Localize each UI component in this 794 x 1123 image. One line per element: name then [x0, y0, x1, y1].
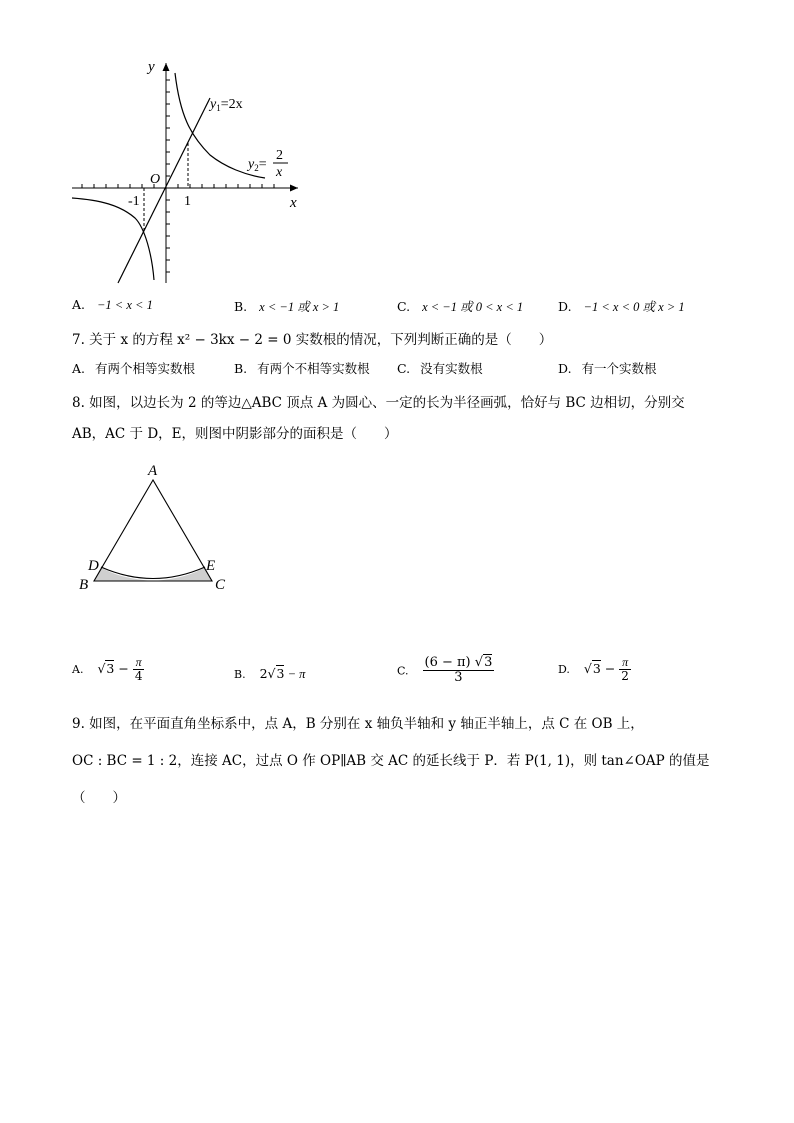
q8-option-a[interactable] [72, 656, 144, 683]
y-axis-arrow [163, 63, 170, 71]
q8-stem-line1: 8. 如图，以边长为 2 的等边△ABC 顶点 A 为圆心、一定的长为半径画弧，恰好与 BC 边相切，分别交 [72, 395, 685, 411]
q7-option-a[interactable] [72, 359, 195, 377]
q8-option-b[interactable] [234, 666, 305, 682]
q7-option-a-text: 有两个相等实数根 [95, 361, 196, 376]
point-label-e: E [206, 558, 216, 574]
q6-option-d[interactable] [558, 297, 685, 315]
q7-option-b-letter: B. [234, 361, 248, 376]
q6-option-c[interactable] [397, 297, 523, 315]
q9-line2: OC : BC = 1 : 2，连接 AC，过点 O 作 OP∥AB 交 AC 的延长线于 P．若 P(1, 1)，则 tan∠OAP 的值是 [72, 753, 710, 769]
q7-option-d-letter: D. [558, 361, 572, 376]
vertex-label-c: C [215, 577, 226, 593]
x-axis-label: x [290, 195, 297, 211]
q7-option-b[interactable] [234, 359, 370, 377]
function-graph [60, 55, 310, 290]
hyperbola-branch-negative [72, 198, 154, 280]
tick-label-neg1: -1 [128, 194, 140, 209]
q8-option-d-expr: √3 − $\frac{\pi}{2}$ [583, 655, 629, 684]
vertex-label-b: B [79, 577, 89, 593]
q6-option-d-text: −1 < x < 0 或 x > 1 [583, 300, 685, 314]
triangle-figure [72, 458, 242, 598]
q8-option-b-letter: B. [234, 668, 246, 681]
q6-option-a-text: −1 < x < 1 [97, 298, 153, 312]
origin-label: O [150, 172, 161, 187]
curve-frac-num: 2 [276, 148, 283, 163]
q8-option-d-letter: D. [558, 663, 570, 677]
q7-option-d[interactable] [558, 359, 657, 377]
q6-option-c-text: x < −1 或 0 < x < 1 [422, 300, 524, 314]
q8-option-d[interactable] [558, 656, 631, 683]
q8-option-c[interactable] [397, 656, 494, 686]
x-ticks [82, 184, 274, 188]
q8-option-c-letter: C. [397, 664, 409, 678]
shaded-region-left [94, 567, 152, 581]
q9-line3: （ ） [72, 790, 126, 806]
q7-option-b-text: 有两个不相等实数根 [257, 361, 370, 376]
y-ticks [166, 80, 170, 272]
q7-option-d-text: 有一个实数根 [581, 361, 657, 376]
q6-option-b[interactable] [234, 297, 339, 315]
q7-option-c[interactable] [397, 359, 483, 377]
q7-option-c-letter: C. [397, 361, 411, 376]
q8-stem-line2: AB，AC 于 D，E，则图中阴影部分的面积是（ ） [72, 426, 398, 442]
y-axis-label: y [148, 59, 155, 75]
line-label: $y_1=2x$ [210, 97, 243, 113]
q8-option-a-expr: √3 − $\frac{\pi}{4}$ [97, 655, 143, 684]
q6-option-c-letter: C. [397, 299, 411, 314]
curve-frac-den: x [276, 165, 283, 180]
q7-stem: 7. 关于 x 的方程 x² − 3kx − 2 = 0 实数根的情况，下列判断正确的是（ ） [72, 332, 553, 348]
line-y1 [118, 98, 210, 283]
x-axis-arrow [290, 185, 298, 192]
curve-label: $y_2=$ [248, 157, 267, 173]
q6-option-b-text: x < −1 或 x > 1 [259, 300, 340, 314]
q6-option-a-letter: A. [72, 297, 86, 312]
q8-option-b-expr: 2√3 − π [259, 666, 306, 681]
tick-label-1: 1 [184, 194, 191, 209]
q7-option-c-text: 没有实数根 [420, 361, 483, 376]
q9-line1: 9. 如图，在平面直角坐标系中，点 A，B 分别在 x 轴负半轴和 y 轴正半轴上，点 C 在 OB 上， [72, 716, 644, 732]
q8-option-a-letter: A. [72, 663, 84, 677]
vertex-label-a: A [148, 463, 158, 479]
q7-option-a-letter: A. [72, 361, 86, 376]
point-label-d: D [88, 558, 99, 574]
q6-option-a[interactable] [72, 297, 153, 313]
q8-option-c-expr: $\frac{(6 - \pi) √3}{3}$ [424, 655, 493, 686]
shaded-region-right [154, 567, 212, 581]
q6-option-d-letter: D. [558, 299, 572, 314]
q6-option-b-letter: B. [234, 299, 248, 314]
triangle-abc [94, 480, 212, 581]
